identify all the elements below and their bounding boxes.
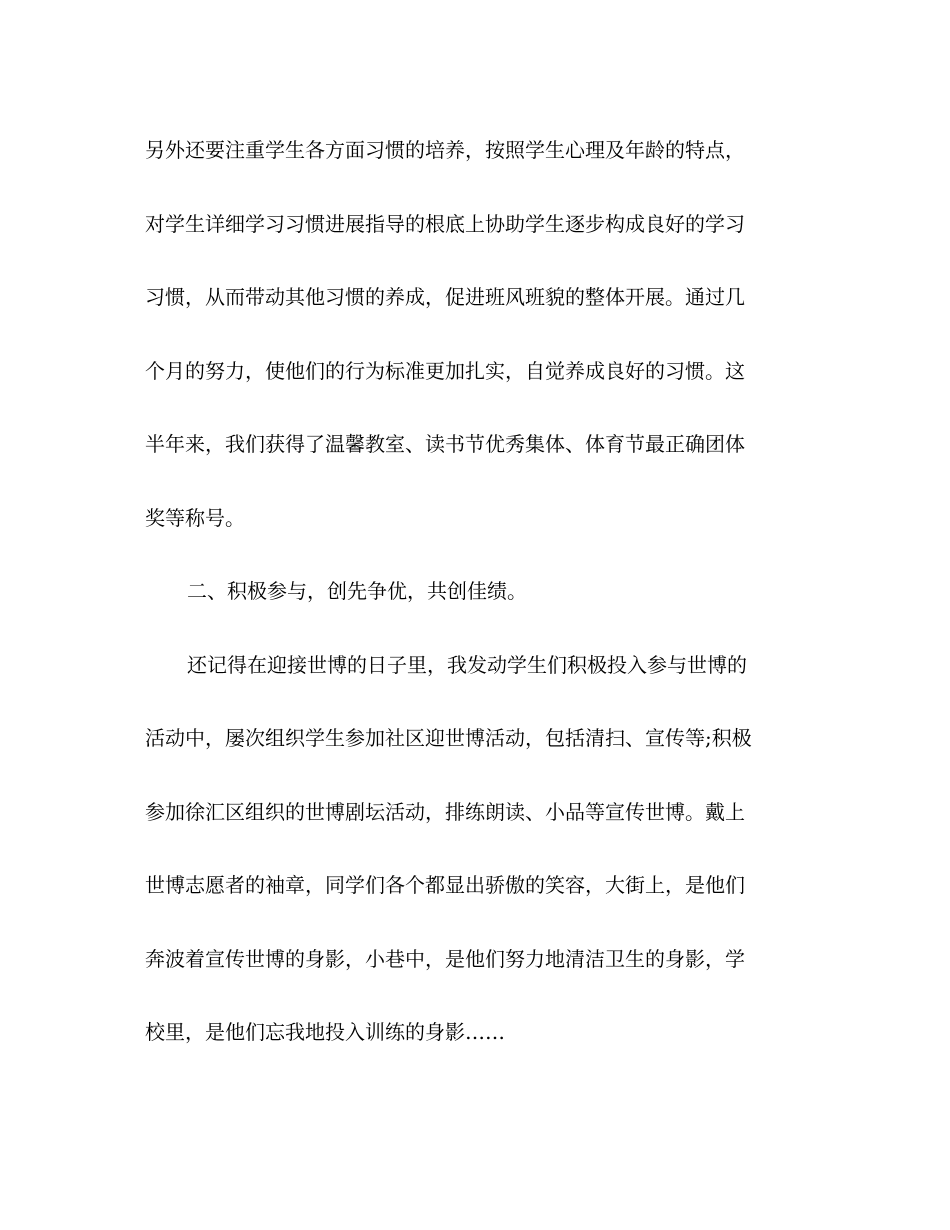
paragraph-expo bbox=[145, 652, 805, 1044]
text-line: 还记得在迎接世博的日子里，我发动学生们积极投入参与世博的 bbox=[187, 652, 747, 677]
paragraph-habits bbox=[145, 140, 805, 528]
text-line: 活动中，屡次组织学生参加社区迎世博活动，包括清扫、宣传等;积极 bbox=[145, 726, 752, 750]
text-line: 个月的努力，使他们的行为标准更加扎实，自觉养成良好的习惯。这 bbox=[145, 358, 745, 383]
section-heading: 二、积极参与，创先争优，共创佳绩。 bbox=[187, 579, 527, 603]
text-line: 半年来，我们获得了温馨教室、读书节优秀集体、体育节最正确团体 bbox=[145, 432, 745, 456]
text-line: 校里，是他们忘我地投入训练的身影…… bbox=[145, 1020, 505, 1044]
text-line: 世博志愿者的袖章，同学们各个都显出骄傲的笑容，大街上，是他们 bbox=[145, 873, 745, 897]
document-body bbox=[145, 140, 805, 1096]
text-line: 奖等称号。 bbox=[145, 505, 245, 530]
text-line: 另外还要注重学生各方面习惯的培养，按照学生心理及年龄的特点， bbox=[145, 138, 745, 162]
text-line: 习惯，从而带动其他习惯的养成，促进班风班貌的整体开展。通过几 bbox=[145, 285, 745, 309]
text-line: 奔波着宣传世博的身影，小巷中，是他们努力地清洁卫生的身影，学 bbox=[145, 946, 745, 971]
text-line: 参加徐汇区组织的世博剧坛活动，排练朗读、小品等宣传世博。戴上 bbox=[145, 799, 745, 824]
text-line: 对学生详细学习习惯进展指导的根底上协助学生逐步构成良好的学习 bbox=[145, 211, 745, 236]
